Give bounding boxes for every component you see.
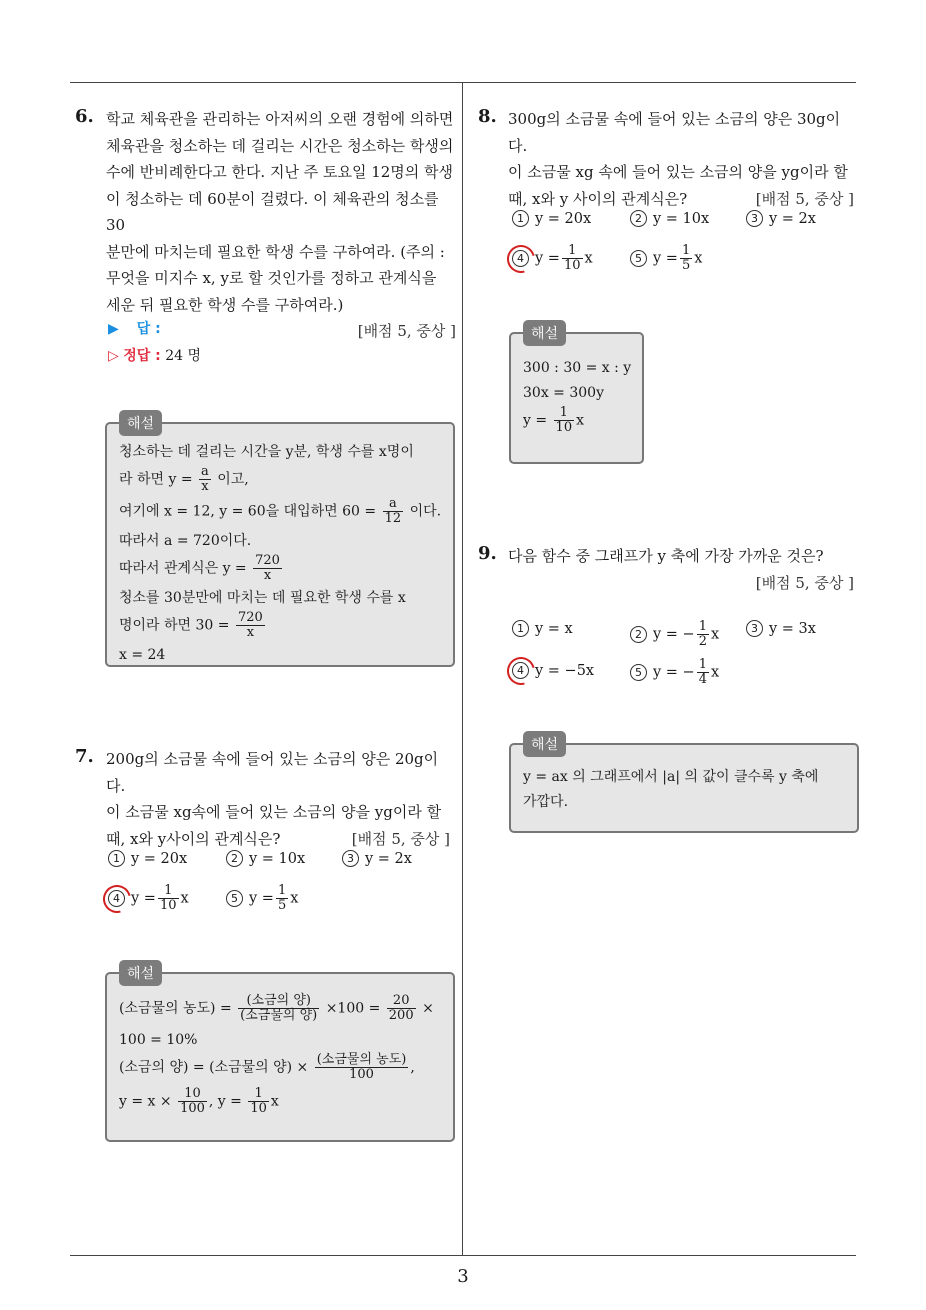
- choice-text: y =: [535, 250, 560, 267]
- circled-2-icon: 2: [226, 850, 243, 867]
- circled-1-icon: 1: [108, 850, 125, 867]
- choice-2[interactable]: [630, 620, 719, 649]
- text-line: 수에 반비례한다고 한다. 지난 주 토요일 12명의 학생: [106, 163, 454, 181]
- numerator: 1: [562, 244, 583, 259]
- denominator: (소금물의 양): [240, 1008, 318, 1023]
- fraction: [554, 406, 575, 435]
- question-number: 8.: [478, 106, 497, 127]
- solution-label: 해설: [523, 320, 566, 346]
- solution-text: (소금의 양) = (소금물의 양) ×: [119, 1059, 309, 1076]
- solution-box-6: [105, 416, 455, 667]
- fraction: [238, 994, 319, 1023]
- circled-1-icon: 1: [512, 210, 529, 227]
- choice-3[interactable]: [342, 850, 412, 867]
- text-line: [106, 826, 456, 853]
- solution-text: ×: [422, 1000, 434, 1017]
- question-text: [508, 106, 854, 212]
- numerator: 1: [248, 1087, 269, 1102]
- fraction: [199, 465, 211, 494]
- choice-5[interactable]: [226, 884, 298, 913]
- numerator: 720: [237, 610, 263, 625]
- text-line: 무엇을 미지수 x, y로 할 것인가를 정하고 관계식을: [106, 269, 437, 287]
- solution-line: [119, 497, 443, 529]
- choice-text: y = 20x: [535, 211, 592, 227]
- correct-value: 24 명: [165, 348, 202, 364]
- numerator: 20: [387, 994, 416, 1009]
- solution-label: 해설: [119, 960, 162, 986]
- choice-text: x: [711, 664, 720, 681]
- solution-text: 명이라 하면 30 =: [119, 617, 230, 634]
- circled-2-icon: 2: [630, 626, 647, 643]
- fraction: [276, 884, 288, 913]
- numerator: 1: [698, 657, 707, 672]
- fraction: [236, 611, 265, 640]
- fraction: [315, 1053, 409, 1082]
- bottom-rule: [70, 1255, 856, 1256]
- text-line: 세운 뒤 필요한 학생 수를 구하여라.): [106, 295, 344, 314]
- text-line: 분만에 마치는데 필요한 학생 수를 구하여라. (주의 :: [106, 242, 445, 261]
- solution-text: , y =: [208, 1093, 242, 1110]
- text-line: 300g의 소금물 속에 들어 있는 소금의 양은 30g이다.: [508, 110, 841, 155]
- solution-body: [119, 994, 443, 1121]
- text-line: [508, 186, 854, 213]
- circled-1-icon: 1: [512, 620, 529, 637]
- solution-line: [523, 406, 632, 435]
- denominator: x: [201, 479, 209, 494]
- solution-text: 따라서 관계식은 y =: [119, 560, 247, 577]
- numerator: a: [201, 464, 209, 479]
- circled-3-icon: 3: [746, 210, 763, 227]
- solution-text: ×100 =: [325, 1000, 381, 1017]
- denominator: 2: [698, 634, 707, 649]
- fraction: [253, 554, 282, 583]
- solution-line: [119, 465, 443, 497]
- question-number: 9.: [478, 543, 497, 564]
- numerator: 720: [255, 553, 280, 568]
- choice-3[interactable]: [746, 620, 816, 637]
- choice-text: y = 3x: [769, 621, 816, 637]
- denominator: 10: [555, 420, 573, 435]
- choices-9: [512, 620, 852, 700]
- top-rule: [70, 82, 856, 83]
- grade-label: [배점 5, 중상 ]: [357, 322, 456, 340]
- choice-1[interactable]: [512, 620, 573, 637]
- numerator: 1: [681, 243, 691, 258]
- fraction: [697, 620, 709, 649]
- text-segment: 때, x와 y 사이의 관계식은?: [508, 189, 688, 208]
- denominator: 100: [349, 1067, 374, 1082]
- solution-line: 100 = 10%: [119, 1032, 198, 1048]
- solution-text: (소금물의 농도) =: [119, 1000, 232, 1017]
- circled-2-icon: 2: [630, 210, 647, 227]
- text-line: 이 소금물 xg 속에 들어 있는 소금의 양을 yg이라 할: [508, 163, 848, 181]
- fraction: [562, 244, 583, 273]
- denominator: x: [263, 568, 272, 583]
- choice-text: y = −: [653, 664, 695, 681]
- text-line: 200g의 소금물 속에 들어 있는 소금의 양은 20g이다.: [106, 750, 439, 795]
- choice-text: y =: [131, 890, 156, 907]
- solution-text: y = x ×: [119, 1093, 172, 1110]
- question-text: [106, 106, 456, 345]
- answer-row: [108, 318, 161, 338]
- denominator: 200: [388, 1008, 414, 1023]
- solution-text: ,: [410, 1059, 415, 1076]
- choices-7: [108, 850, 448, 930]
- solution-text: 라 하면 y =: [119, 471, 193, 488]
- denominator: x: [246, 625, 255, 640]
- choice-text: y = 2x: [769, 211, 816, 227]
- solution-line: 청소를 30분만에 마치는 데 필요한 학생 수를 x: [119, 590, 406, 606]
- numerator: 1: [158, 884, 179, 899]
- fraction: [383, 497, 404, 526]
- solution-body: [119, 440, 443, 668]
- choice-5[interactable]: [630, 658, 719, 687]
- choice-text: y =: [249, 890, 274, 907]
- solution-line: [119, 1087, 443, 1121]
- fraction: [697, 658, 709, 687]
- play-outline-icon: ▷: [108, 348, 119, 364]
- solution-line: [119, 554, 443, 586]
- correct-answer-circle-mark: [502, 652, 540, 690]
- choice-text: y = −: [653, 626, 695, 643]
- solution-line: x = 24: [119, 647, 166, 663]
- solution-line: 가깝다.: [523, 794, 569, 810]
- circled-5-icon: 5: [630, 250, 647, 267]
- text-line: 체육관을 청소하는 데 걸리는 시간은 청소하는 학생의: [106, 136, 454, 155]
- solution-body: [523, 356, 632, 435]
- circled-5-icon: 5: [630, 664, 647, 681]
- choice-text: x: [711, 626, 720, 643]
- solution-box-7: [105, 966, 455, 1142]
- denominator: 12: [384, 511, 402, 526]
- denominator: 5: [681, 258, 691, 273]
- solution-line: 청소하는 데 걸리는 시간을 y분, 학생 수를 x명이: [119, 444, 414, 460]
- solution-line: [119, 994, 443, 1028]
- circled-4-icon: 4: [512, 662, 529, 679]
- circled-5-icon: 5: [226, 890, 243, 907]
- numerator: 1: [554, 406, 575, 421]
- choice-text: y = 10x: [653, 211, 710, 227]
- circled-3-icon: 3: [342, 850, 359, 867]
- denominator: 100: [180, 1101, 205, 1116]
- solution-line: [119, 611, 443, 643]
- choice-text: x: [584, 250, 593, 267]
- text-segment: 때, x와 y사이의 관계식은?: [106, 829, 281, 848]
- choice-text: x: [180, 890, 189, 907]
- choice-text: y = −5x: [535, 663, 595, 679]
- numerator: 1: [698, 619, 707, 634]
- solution-line: y = ax 의 그래프에서 |a| 의 값이 클수록 y 축에: [523, 769, 819, 785]
- solution-text: x: [270, 1093, 279, 1110]
- text-line: 이 청소하는 데 60분이 걸렸다. 이 체육관의 청소를 30: [106, 189, 439, 234]
- numerator: (소금의 양): [238, 994, 319, 1009]
- fraction: [387, 994, 416, 1023]
- numerator: 10: [178, 1087, 207, 1102]
- solution-text: 이고,: [217, 471, 249, 488]
- numerator: a: [383, 497, 404, 512]
- denominator: 10: [250, 1101, 267, 1116]
- choices-8: [512, 210, 852, 290]
- solution-line: 300 : 30 = x : y: [523, 360, 632, 376]
- choice-text: y = 10x: [249, 851, 306, 867]
- choice-2[interactable]: [226, 850, 305, 867]
- denominator: 5: [277, 898, 287, 913]
- solution-line: 30x = 300y: [523, 385, 604, 401]
- choice-5[interactable]: [630, 244, 702, 273]
- text-line: 이 소금물 xg속에 들어 있는 소금의 양을 yg이라 할: [106, 803, 442, 821]
- solution-body: [523, 765, 847, 815]
- question-text: [106, 746, 456, 852]
- fraction: [158, 884, 179, 913]
- denominator: 10: [563, 258, 581, 273]
- grade-label: [배점 5, 중상 ]: [755, 573, 854, 592]
- fraction: [178, 1087, 207, 1116]
- solution-label: 해설: [523, 731, 566, 757]
- question-number: 7.: [75, 746, 94, 767]
- numerator: (소금물의 농도): [316, 1052, 407, 1067]
- solution-text: 이다.: [409, 503, 442, 520]
- denominator: 10: [159, 898, 177, 913]
- question-text: [508, 543, 854, 596]
- solution-line: [119, 1053, 443, 1087]
- solution-label: 해설: [119, 410, 162, 436]
- grade-label: [배점 5, 중상 ]: [351, 829, 450, 848]
- choice-3[interactable]: [746, 210, 816, 227]
- solution-text: y =: [523, 412, 548, 429]
- choice-text: y = x: [535, 621, 573, 637]
- fraction: [680, 244, 692, 273]
- choice-2[interactable]: [630, 210, 709, 227]
- circled-4-icon: 4: [108, 890, 125, 907]
- column-divider: [462, 82, 463, 1255]
- text-line: 다음 함수 중 그래프가 y 축에 가장 가까운 것은?: [508, 547, 824, 565]
- choice-text: y =: [653, 250, 678, 267]
- answer-label: 답 :: [136, 321, 161, 337]
- solution-text: x: [576, 412, 584, 429]
- choice-text: y = 2x: [365, 851, 412, 867]
- numerator: 1: [277, 883, 287, 898]
- correct-label: 정답 :: [123, 348, 161, 364]
- choice-1[interactable]: [108, 850, 187, 867]
- choice-text: x: [290, 890, 299, 907]
- fraction: [248, 1087, 269, 1116]
- solution-box-9: [509, 737, 859, 833]
- correct-answer-row: [108, 345, 201, 365]
- choice-text: y = 20x: [131, 851, 188, 867]
- play-icon: ▶: [108, 321, 119, 337]
- page-number: 3: [457, 1266, 469, 1287]
- solution-text: 여기에 x = 12, y = 60을 대입하면 60 =: [119, 503, 377, 520]
- question-number: 6.: [75, 106, 94, 127]
- denominator: 4: [698, 672, 707, 687]
- choice-text: x: [694, 250, 703, 267]
- choice-1[interactable]: [512, 210, 591, 227]
- solution-box-8: [509, 326, 644, 464]
- text-line: 학교 체육관을 관리하는 아저씨의 오랜 경험에 의하면: [106, 110, 454, 128]
- circled-3-icon: 3: [746, 620, 763, 637]
- solution-line: 따라서 a = 720이다.: [119, 533, 252, 549]
- circled-4-icon: 4: [512, 250, 529, 267]
- grade-label: [배점 5, 중상 ]: [755, 189, 854, 208]
